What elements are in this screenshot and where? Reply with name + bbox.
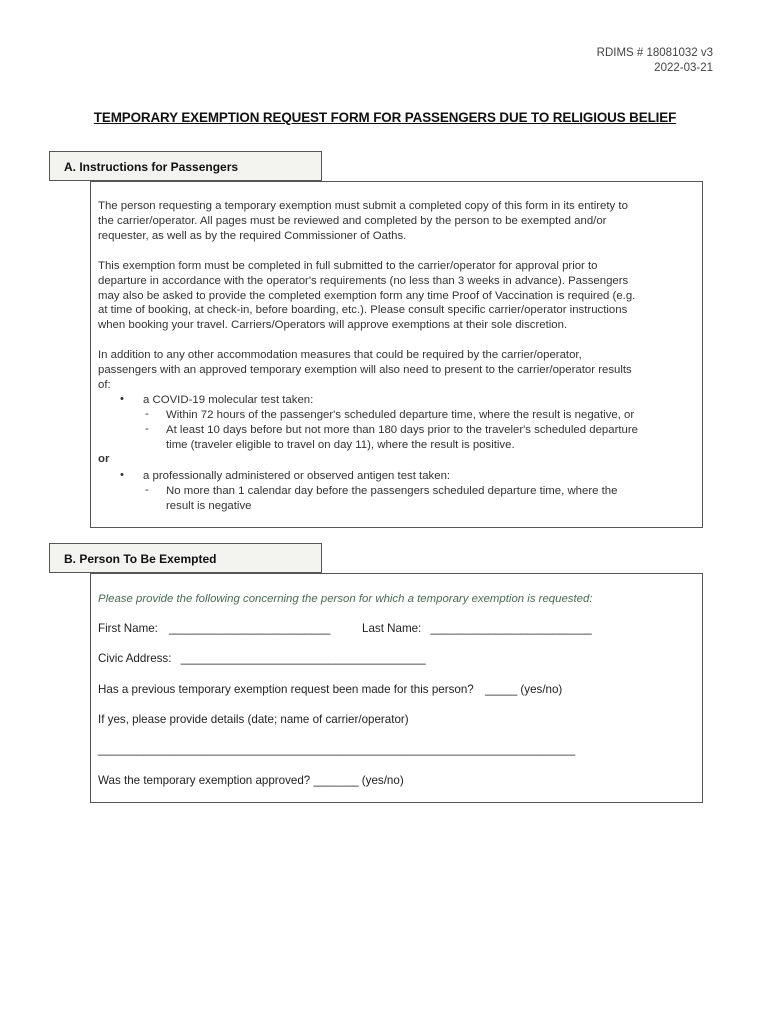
text-line: result is negative	[166, 499, 252, 512]
text-line: at time of booking, at check-in, before boarding, etc.). Please consult specific carrier/operator instructions	[98, 304, 628, 317]
text-line: In addition to any other accommodation measures that could be required by the carrier/operator,	[98, 349, 582, 361]
details-field[interactable]: __________________________________________________________________________	[98, 743, 576, 756]
last-name-label: Last Name:	[362, 622, 422, 635]
page-title: TEMPORARY EXEMPTION REQUEST FORM FOR PASSENGERS DUE TO RELIGIOUS BELIEF	[93, 110, 677, 125]
dash-icon: -	[145, 408, 149, 420]
section-a-heading: A. Instructions for Passengers	[49, 151, 322, 181]
section-b-instruction: Please provide the following concerning the person for which a temporary exemption is requested:	[98, 593, 593, 605]
section-a-paragraph-2	[98, 259, 698, 333]
civic-address-field[interactable]: ______________________________________	[180, 652, 426, 665]
dash-icon: -	[145, 423, 149, 435]
details-question: If yes, please provide details (date; name of carrier/operator)	[98, 713, 409, 726]
rdims-number: RDIMS # 18081032 v3	[596, 47, 713, 59]
first-name-row	[98, 622, 330, 637]
text-line: when booking your travel. Carriers/Operators will approve exemptions at their sole discretion.	[98, 319, 568, 332]
document-reference	[597, 46, 713, 76]
last-name-field[interactable]: _________________________	[430, 622, 592, 635]
dash-icon: -	[145, 484, 149, 496]
text-line: of:	[98, 378, 111, 391]
text-line: No more than 1 calendar day before the passengers scheduled departure time, where the	[166, 485, 618, 497]
bullet-icon: •	[120, 393, 124, 405]
text-line: requester, as well as by the required Commissioner of Oaths.	[98, 229, 407, 242]
document-date: 2022-03-21	[654, 62, 713, 74]
text-line: departure in accordance with the operator's requirements (no less than 3 weeks in advance). Passengers	[98, 274, 629, 287]
bullet-icon: •	[120, 469, 124, 481]
previous-request-question: Has a previous temporary exemption request been made for this person?	[98, 683, 474, 696]
text-line: the carrier/operator. All pages must be reviewed and completed by the person to be exempted and/or	[98, 214, 607, 227]
bullet-molecular-test: a COVID-19 molecular test taken:	[143, 394, 314, 406]
section-b-heading: B. Person To Be Exempted	[49, 543, 322, 573]
bullet-antigen-test: a professionally administered or observed antigen test taken:	[143, 470, 451, 482]
approved-question[interactable]: Was the temporary exemption approved? _______ (yes/no)	[98, 774, 404, 787]
text-line: passengers with an approved temporary exemption will also need to present to the carrier/operator results	[98, 363, 632, 376]
antigen-sub-item-1	[166, 484, 696, 514]
text-line: The person requesting a temporary exemption must submit a completed copy of this form in its entirety to	[98, 200, 628, 212]
civic-address-row	[98, 652, 426, 667]
molecular-sub-item-1: Within 72 hours of the passenger's scheduled departure time, where the result is negative, or	[166, 409, 635, 421]
text-line: may also be asked to provide the completed exemption form any time Proof of Vaccination is required (e.g.	[98, 289, 636, 302]
last-name-row	[362, 622, 592, 637]
text-line: time (traveler eligible to travel on day 11), where the result is positive.	[166, 438, 515, 451]
previous-request-row	[98, 683, 562, 698]
previous-request-field[interactable]: _____ (yes/no)	[484, 683, 563, 696]
section-a-paragraph-3	[98, 348, 698, 392]
civic-address-label: Civic Address:	[98, 652, 172, 665]
first-name-field[interactable]: _________________________	[169, 622, 331, 635]
text-line: This exemption form must be completed in full submitted to the carrier/operator for approval prior to	[98, 260, 598, 272]
first-name-label: First Name:	[98, 622, 158, 635]
or-separator: or	[98, 453, 110, 465]
section-a-paragraph-1	[98, 199, 698, 243]
text-line: At least 10 days before but not more than 180 days prior to the traveler's scheduled departure	[166, 424, 639, 436]
molecular-sub-item-2	[166, 423, 696, 453]
